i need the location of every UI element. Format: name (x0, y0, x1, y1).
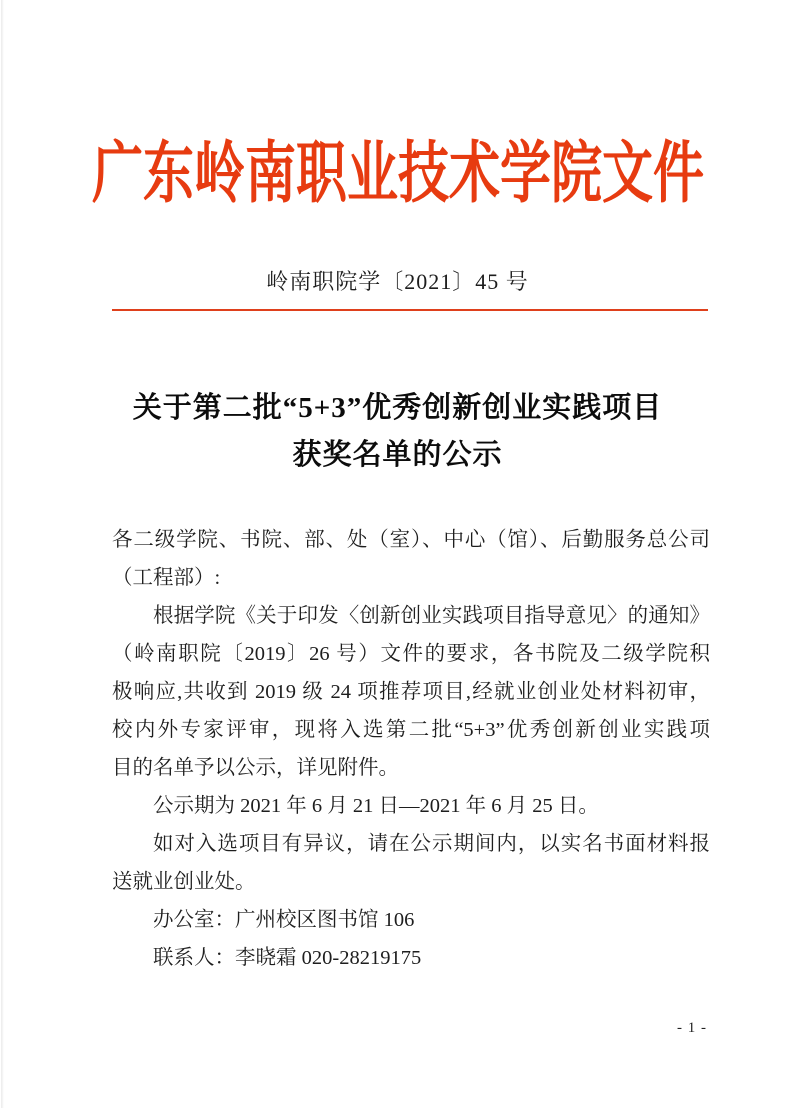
body-line-para1-1: 根据学院《关于印发〈创新创业实践项目指导意见〉的通知》 (153, 605, 710, 627)
body-line-para1-2: （岭南职院〔2019〕26 号）文件的要求，各书院及二级学院积 (112, 643, 710, 665)
body-line-objection-1: 如对入选项目有异议，请在公示期间内，以实名书面材料报 (153, 833, 710, 855)
letterhead-title: 广东岭南职业技术学院文件 (91, 136, 704, 211)
body-line-period: 公示期为 2021 年 6 月 21 日—2021 年 6 月 25 日。 (153, 795, 599, 817)
body-line-salutation-1: 各二级学院、书院、部、处（室）、中心（馆）、后勤服务总公司 (112, 529, 710, 551)
body-line-para1-5: 目的名单予以公示，详见附件。 (112, 757, 399, 779)
body-line-contact: 联系人：李晓霜 020-28219175 (153, 947, 422, 969)
notice-title-line2: 获奖名单的公示 (292, 439, 503, 471)
red-divider-line (112, 309, 708, 311)
body-line-para1-4: 校内外专家评审，现将入选第二批“5+3”优秀创新创业实践项 (112, 719, 710, 741)
notice-title (0, 385, 795, 479)
body-line-objection-2: 送就业创业处。 (112, 871, 256, 893)
document-number: 岭南职院学〔2021〕45 号 (266, 269, 529, 294)
body-line-salutation-2: （工程部）: (112, 567, 221, 589)
notice-title-line1: 关于第二批“5+3”优秀创新创业实践项目 (132, 392, 663, 424)
body-text (112, 521, 710, 977)
letterhead (0, 128, 795, 211)
body-line-para1-3: 极响应,共收到 2019 级 24 项推荐项目,经就业创业处材料初审， (112, 681, 710, 703)
page-number: - 1 - (677, 1020, 707, 1036)
body-line-office: 办公室：广州校区图书馆 106 (153, 909, 415, 931)
